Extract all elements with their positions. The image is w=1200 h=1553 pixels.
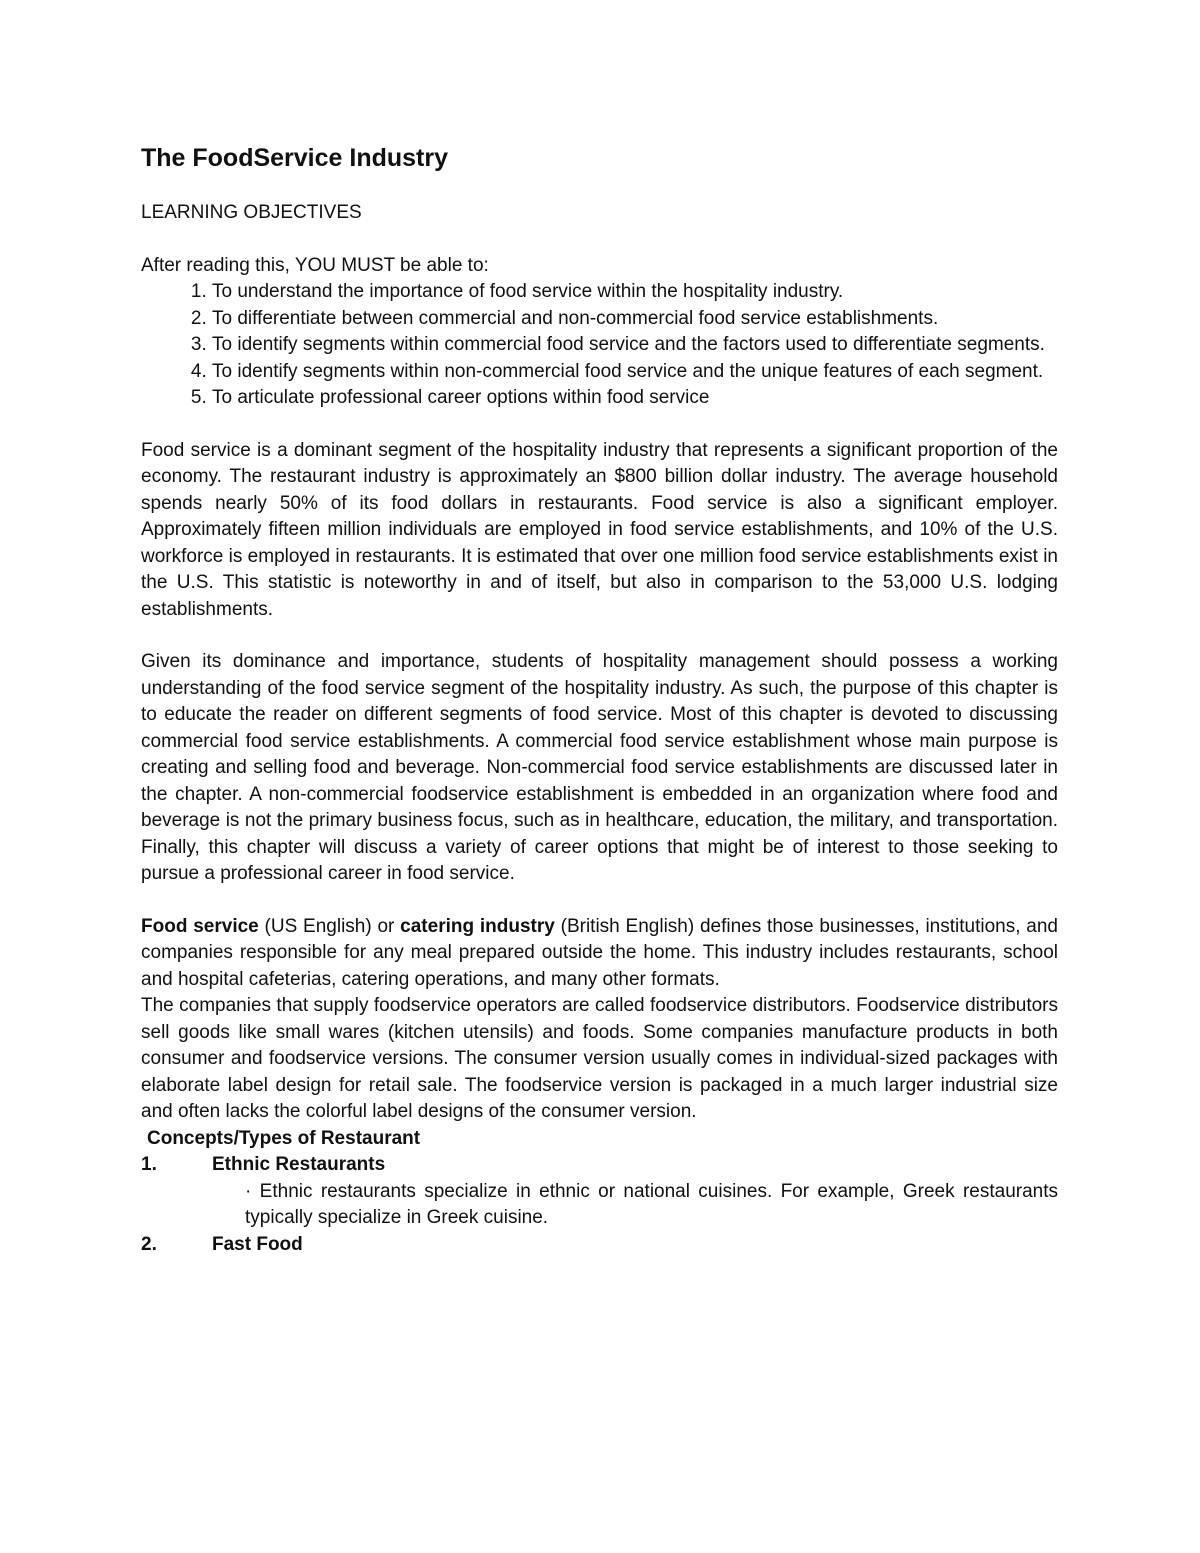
term-food-service: Food service [141, 915, 259, 937]
concept-name: Ethnic Restaurants [212, 1154, 386, 1175]
objectives-intro: After reading this, YOU MUST be able to: [141, 254, 489, 276]
concept-description: · Ethnic restaurants specialize in ethnic or national cuisines. For example, Greek restaurants typically specialize in Greek cuisine. [245, 1180, 1058, 1228]
objective-item: 2. To differentiate between commercial and non-commercial food service establishments. [212, 306, 1058, 333]
document-page [141, 142, 1058, 1258]
objectives-list [141, 279, 1058, 412]
concept-name: Fast Food [212, 1233, 303, 1255]
concepts-list [141, 1152, 1058, 1258]
concept-item [141, 1152, 1058, 1179]
objective-item: 5. To articulate professional career options within food service [212, 385, 1058, 412]
learning-objectives-heading: LEARNING OBJECTIVES [141, 202, 362, 223]
paragraph-industry-overview: Food service is a dominant segment of the hospitality industry that represents a significant proportion of the economy. The restaurant industry is approximately an $800 billion dollar industry. The average household spends nearly 50% of its food dollars in restaurants. Food service is also a significant employer. Approximately fifteen million individuals are employed in food service establishments, and 10% of the U.S. workforce is employed in restaurants. It is estimated that over one million food service establishments exist in the U.S. This statistic is noteworthy in and of itself, but also in comparison to the 53,000 U.S. lodging establishments. [141, 439, 1058, 620]
paragraph-distributors: The companies that supply foodservice operators are called foodservice distributors. Foodservice distributors sell goods like small wares (kitchen utensils) and foods. Some companies manufacture products in both consumer and foodservice versions. The consumer version usually comes in individual-sized packages with elaborate label design for retail sale. The foodservice version is packaged in a much larger industrial size and often lacks the colorful label designs of the consumer version. [141, 995, 1058, 1122]
objective-item: 1. To understand the importance of food service within the hospitality industry. [212, 279, 1058, 306]
concept-number: 1. [141, 1154, 157, 1175]
concepts-heading: Concepts/Types of Restaurant [147, 1127, 421, 1149]
definition-text: (US English) or [258, 915, 401, 937]
objective-item: 3. To identify segments within commercial food service and the factors used to differentiate segments. [212, 332, 1058, 359]
objective-item: 4. To identify segments within non-commercial food service and the unique features of each segment. [212, 359, 1058, 386]
concept-number: 2. [141, 1233, 157, 1255]
concept-item [141, 1232, 1058, 1259]
term-catering-industry: catering industry [400, 915, 555, 937]
document-title: The FoodService Industry [141, 144, 449, 172]
paragraph-chapter-purpose: Given its dominance and importance, students of hospitality management should possess a working understanding of the food service segment of the hospitality industry. As such, the purpose of this chapter is to educate the reader on different segments of food service. Most of this chapter is devoted to discussing commercial food service establishments. A commercial food service establishment whose main purpose is creating and selling food and beverage. Non-commercial food service establishments are discussed later in the chapter. A non-commercial foodservice establishment is embedded in an organization where food and beverage is not the primary business focus, such as in healthcare, education, the military, and transportation. Finally, this chapter will discuss a variety of career options that might be of interest to those seeking to pursue a professional career in food service. [141, 651, 1058, 884]
definition-text: (British English) defines those businesses, institutions, and companies responsible for any meal prepared outside the home. This industry includes restaurants, school and hospital cafeterias, catering operations, and many other formats. [141, 915, 1058, 990]
paragraph-definition [141, 914, 1058, 994]
